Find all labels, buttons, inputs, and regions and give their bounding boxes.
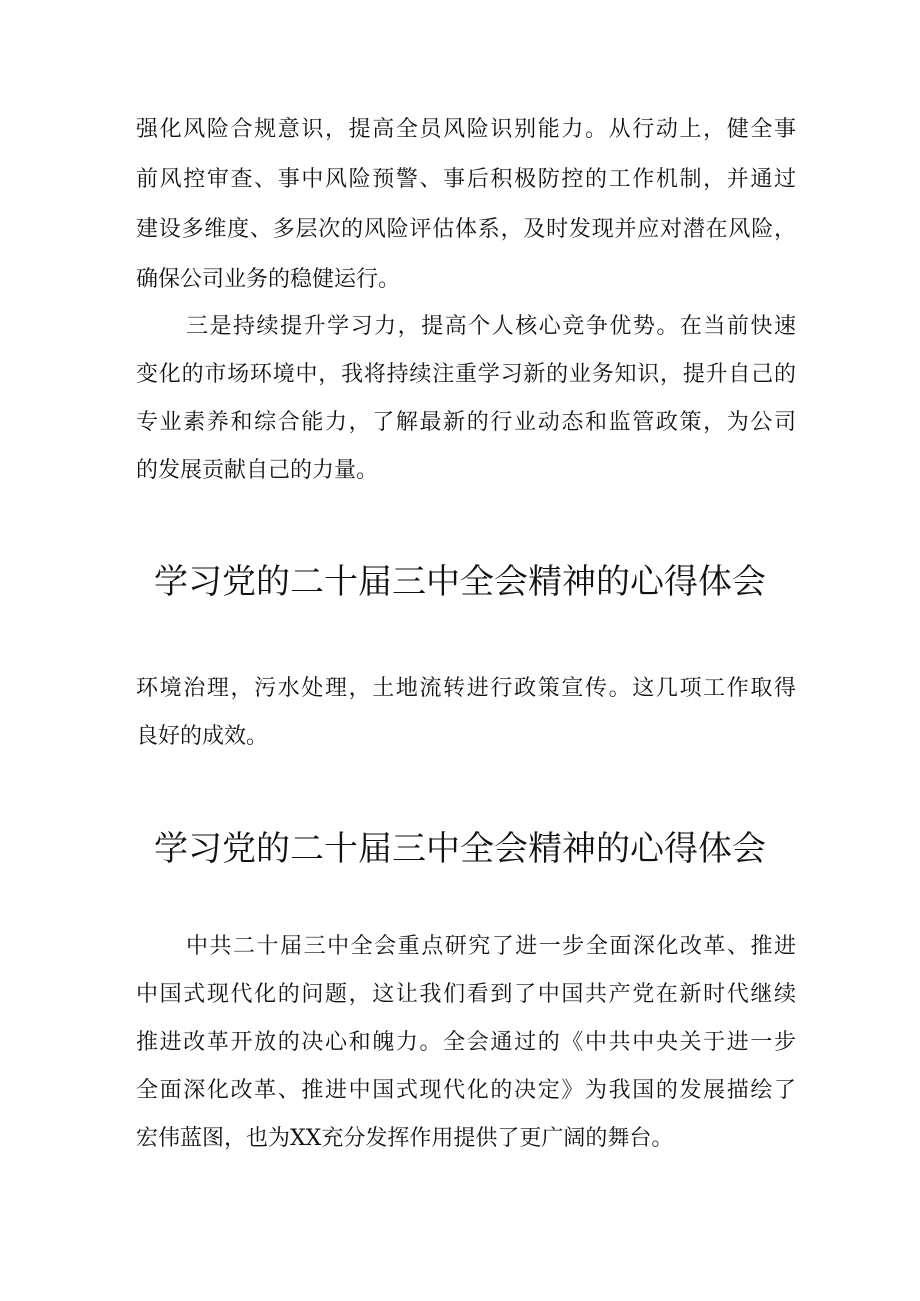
paragraph-line: 宏伟蓝图，也为XX充分发挥作用提供了更广阔的舞台。: [136, 1126, 674, 1151]
paragraph-line: 中共二十届三中全会重点研究了进一步全面深化改革、推进: [186, 934, 796, 959]
paragraph-line: 确保公司业务的稳健运行。: [136, 267, 401, 292]
paragraph-line: 的发展贡献自己的力量。: [136, 458, 379, 483]
section-heading: 学习党的二十届三中全会精神的心得体会: [154, 562, 766, 602]
paragraph-line: 建设多维度、多层次的风险评估体系，及时发现并应对潜在风险，: [136, 217, 796, 242]
paragraph-line: 强化风险合规意识，提高全员风险识别能力。从行动上，健全事: [136, 117, 796, 142]
paragraph-line: 全面深化改革、推进中国式现代化的决定》为我国的发展描绘了: [136, 1078, 796, 1103]
paragraph-line: 中国式现代化的问题，这让我们看到了中国共产党在新时代继续: [136, 982, 796, 1007]
paragraph-line: 变化的市场环境中，我将持续注重学习新的业务知识，提升自己的: [136, 362, 796, 387]
paragraph-line: 推进改革开放的决心和魄力。全会通过的《中共中央关于进一步: [136, 1030, 796, 1055]
paragraph-line: 前风控审查、事中风险预警、事后积极防控的工作机制，并通过: [136, 167, 796, 192]
paragraph-line: 专业素养和综合能力，了解最新的行业动态和监管政策，为公司: [136, 410, 796, 435]
section-heading: 学习党的二十届三中全会精神的心得体会: [154, 829, 766, 869]
paragraph-line: 良好的成效。: [136, 724, 269, 749]
paragraph-line: 环境治理，污水处理，土地流转进行政策宣传。这几项工作取得: [136, 676, 796, 701]
paragraph-line: 三是持续提升学习力，提高个人核心竞争优势。在当前快速: [186, 314, 796, 339]
